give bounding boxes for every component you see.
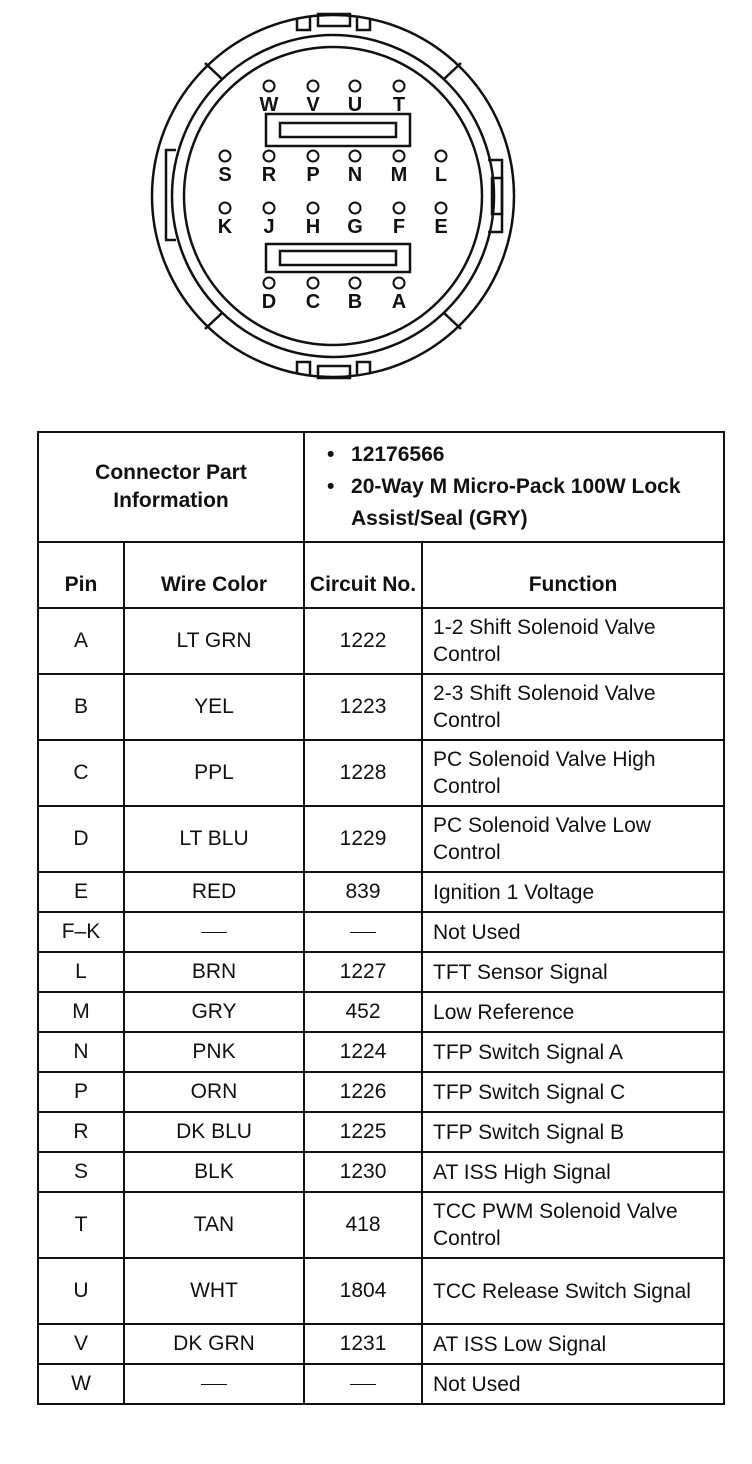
pin-label: H (305, 216, 321, 238)
function-cell: TFP Switch Signal C (422, 1072, 724, 1112)
table-row (38, 608, 724, 674)
function-cell: Low Reference (422, 992, 724, 1032)
circuit-cell: 1804 (304, 1258, 422, 1324)
pin-cell: W (38, 1364, 124, 1404)
lower-key-slot-inner (280, 251, 396, 265)
pin-label: U (347, 94, 363, 116)
pin-label: P (306, 164, 320, 186)
pin-layer (218, 81, 448, 314)
function-cell: TFP Switch Signal B (422, 1112, 724, 1152)
pin-cavity (350, 151, 361, 162)
connector-part-info (304, 432, 724, 542)
function-cell: Ignition 1 Voltage (422, 872, 724, 912)
pin-cell: D (38, 806, 124, 872)
pin-label: A (391, 291, 407, 313)
pin-cavity (394, 151, 405, 162)
wire-color-cell (124, 912, 304, 952)
pin-cell: P (38, 1072, 124, 1112)
pin-cell: V (38, 1324, 124, 1364)
circuit-cell: 1231 (304, 1324, 422, 1364)
pin-cavity (394, 81, 405, 92)
pin-cavity (220, 151, 231, 162)
pin-cavity (308, 278, 319, 289)
pin-label: N (347, 164, 363, 186)
pin-label: F (392, 216, 406, 238)
wire-color-cell: BLK (124, 1152, 304, 1192)
pin-cavity (264, 278, 275, 289)
function-cell: TCC PWM Solenoid Valve Control (422, 1192, 724, 1258)
table-row (38, 912, 724, 952)
function-cell: Not Used (422, 912, 724, 952)
wire-color-cell: ORN (124, 1072, 304, 1112)
pin-label: G (347, 216, 363, 238)
circuit-cell: 839 (304, 872, 422, 912)
connector-outer-ring (152, 15, 514, 377)
circuit-cell: 1224 (304, 1032, 422, 1072)
upper-key-slot (266, 114, 410, 146)
pin-cell: S (38, 1152, 124, 1192)
pin-label: E (434, 216, 448, 238)
pin-cell: A (38, 608, 124, 674)
circuit-cell (304, 912, 422, 952)
wire-color-cell: PNK (124, 1032, 304, 1072)
rib (205, 63, 461, 329)
table-row (38, 952, 724, 992)
table-row (38, 806, 724, 872)
circuit-cell: 1226 (304, 1072, 422, 1112)
connector-inner-ring (172, 35, 494, 357)
pin-cavity (436, 203, 447, 214)
pin-label: S (218, 164, 232, 186)
pin-cell: T (38, 1192, 124, 1258)
pin-label: M (390, 164, 408, 186)
pin-cavity (394, 278, 405, 289)
table-row (38, 1364, 724, 1404)
header-wire-color: Wire Color (124, 542, 304, 608)
wire-color-cell: DK GRN (124, 1324, 304, 1364)
wire-color-cell: RED (124, 872, 304, 912)
pin-label: B (347, 291, 363, 313)
circuit-cell: 418 (304, 1192, 422, 1258)
wire-color-cell: BRN (124, 952, 304, 992)
connector-insert-ring (184, 47, 482, 345)
pin-label: T (392, 94, 406, 116)
table-row (38, 1152, 724, 1192)
header-pin: Pin (38, 542, 124, 608)
pin-label: K (217, 216, 233, 238)
pin-cavity (220, 203, 231, 214)
upper-key-slot-inner (280, 123, 396, 137)
pin-cavity (350, 203, 361, 214)
table-row (38, 992, 724, 1032)
part-description: • 20-Way M Micro-Pack 100W Lock Assist/Seal (GRY) (351, 471, 723, 535)
function-cell: 2-3 Shift Solenoid Valve Control (422, 674, 724, 740)
pin-cavity (308, 151, 319, 162)
circuit-cell: 1225 (304, 1112, 422, 1152)
connector-pinout-table (37, 431, 725, 1405)
connector-face-diagram (0, 0, 752, 400)
function-cell: TFP Switch Signal A (422, 1032, 724, 1072)
circuit-cell: 452 (304, 992, 422, 1032)
function-cell: TCC Release Switch Signal (422, 1258, 724, 1324)
part-number: • 12176566 (351, 439, 723, 471)
pin-cell: E (38, 872, 124, 912)
not-used-dash (201, 1384, 227, 1385)
table-row (38, 1072, 724, 1112)
table-row (38, 740, 724, 806)
table-row (38, 1032, 724, 1072)
function-cell: PC Solenoid Valve Low Control (422, 806, 724, 872)
pin-cell: B (38, 674, 124, 740)
pin-cell: F–K (38, 912, 124, 952)
wire-color-cell: GRY (124, 992, 304, 1032)
pin-cavity (264, 151, 275, 162)
function-cell: AT ISS High Signal (422, 1152, 724, 1192)
pin-cell: U (38, 1258, 124, 1324)
pin-label: J (263, 216, 275, 238)
function-cell: AT ISS Low Signal (422, 1324, 724, 1364)
table-row (38, 1324, 724, 1364)
function-cell: Not Used (422, 1364, 724, 1404)
column-header-row (38, 542, 724, 608)
table-row (38, 1112, 724, 1152)
pin-cell: L (38, 952, 124, 992)
pin-label: V (306, 94, 320, 116)
wire-color-cell: TAN (124, 1192, 304, 1258)
not-used-dash (350, 932, 376, 933)
pin-cavity (394, 203, 405, 214)
function-cell: 1-2 Shift Solenoid Valve Control (422, 608, 724, 674)
pin-cell: C (38, 740, 124, 806)
circuit-cell (304, 1364, 422, 1404)
table-row (38, 1192, 724, 1258)
wire-color-cell: YEL (124, 674, 304, 740)
table-row (38, 872, 724, 912)
circuit-cell: 1223 (304, 674, 422, 740)
wire-color-cell: DK BLU (124, 1112, 304, 1152)
circuit-cell: 1228 (304, 740, 422, 806)
pin-cavity (436, 151, 447, 162)
pin-cell: R (38, 1112, 124, 1152)
pin-cavity (264, 203, 275, 214)
header-circuit-no: Circuit No. (304, 542, 422, 608)
pin-cavity (350, 278, 361, 289)
wire-color-cell: WHT (124, 1258, 304, 1324)
pin-label: L (434, 164, 448, 186)
circuit-cell: 1230 (304, 1152, 422, 1192)
connector-part-info-label: Connector Part Information (38, 432, 304, 542)
connector-info-row (38, 432, 724, 542)
table-row (38, 1258, 724, 1324)
pin-label: C (305, 291, 321, 313)
pin-cell: M (38, 992, 124, 1032)
circuit-cell: 1227 (304, 952, 422, 992)
pin-rows (38, 608, 724, 1404)
wire-color-cell: LT GRN (124, 608, 304, 674)
pin-cavity (308, 203, 319, 214)
not-used-dash (201, 932, 227, 933)
header-function: Function (422, 542, 724, 608)
pin-cell: N (38, 1032, 124, 1072)
pin-label: R (261, 164, 277, 186)
circuit-cell: 1229 (304, 806, 422, 872)
table-row (38, 674, 724, 740)
not-used-dash (350, 1384, 376, 1385)
circuit-cell: 1222 (304, 608, 422, 674)
function-cell: PC Solenoid Valve High Control (422, 740, 724, 806)
pin-cavity (350, 81, 361, 92)
pin-cavity (308, 81, 319, 92)
wire-color-cell (124, 1364, 304, 1404)
wire-color-cell: LT BLU (124, 806, 304, 872)
wire-color-cell: PPL (124, 740, 304, 806)
pin-label: D (261, 291, 277, 313)
lower-key-slot (266, 244, 410, 272)
pin-cavity (264, 81, 275, 92)
pin-label: W (259, 94, 279, 116)
function-cell: TFT Sensor Signal (422, 952, 724, 992)
